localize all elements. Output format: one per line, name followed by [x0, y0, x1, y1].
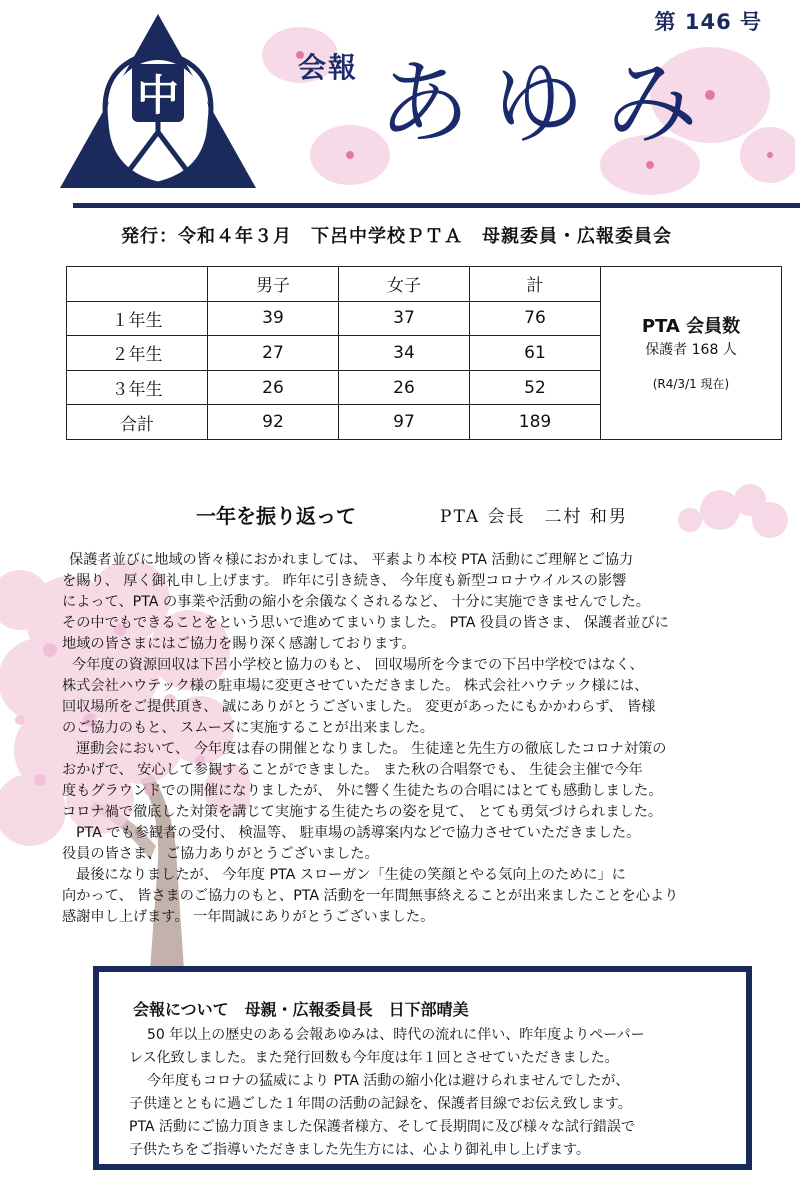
notice-line: 子供たちをご指導いただきました先生方には、心より御礼申し上げます。 — [129, 1142, 590, 1158]
row-label: ３年生 — [67, 370, 208, 405]
table-cell: 97 — [339, 405, 470, 440]
table-cell: 189 — [470, 405, 601, 440]
article-author: PTA 会長 二村 和男 — [440, 507, 628, 527]
row-label: ２年生 — [67, 336, 208, 371]
table-cell: 27 — [208, 336, 339, 371]
article-line: 運動会において、 今年度は春の開催となりました。 生徒達と先生方の徹底したコロナ対策の — [76, 741, 667, 757]
article-line: 役員の皆さま、 ご協力ありがとうございました。 — [62, 846, 379, 862]
notice-body — [129, 1024, 739, 1162]
row-label: 合計 — [67, 405, 208, 440]
school-logo — [58, 12, 258, 202]
notice-line: 子供達とともに過ごした１年間の活動の記録を、保護者目線でお伝え致します。 — [129, 1096, 632, 1112]
table-header-row — [67, 267, 782, 302]
table-cell: 61 — [470, 336, 601, 371]
column-header: 男子 — [208, 267, 339, 302]
header-rule — [73, 203, 800, 208]
guardian-count: 保護者 168 人 — [645, 342, 737, 358]
article-heading: 一年を振り返って — [196, 504, 356, 528]
notice-heading: 会報について 母親・広報委員長 日下部晴美 — [133, 1000, 469, 1019]
newsletter-notice-box — [93, 966, 752, 1170]
article-line: によって、PTA の事業や活動の縮小を余儀なくされるなど、 十分に実施できませんでした。 — [62, 594, 650, 610]
logo-character: 中 — [136, 71, 180, 120]
article-line: 回収場所をご提供頂き、 誠にありがとうございました。 変更があったにもかかわらず、 皆様 — [62, 699, 656, 715]
table-cell: 92 — [208, 405, 339, 440]
table-cell: 76 — [470, 301, 601, 336]
article-line: のご協力のもと、 スムーズに実施することが出来ました。 — [62, 720, 434, 736]
article-line: その中でもできることをという思いで進めてまいりました。 PTA 役員の皆さま、 保護者並びに — [62, 615, 669, 631]
article-body — [62, 550, 792, 928]
column-header: 女子 — [339, 267, 470, 302]
article-line: 地域の皆さまにはご協力を賜り深く感謝しております。 — [62, 636, 416, 652]
member-count-table — [66, 266, 782, 440]
table-cell: 26 — [339, 370, 470, 405]
table-cell: 52 — [470, 370, 601, 405]
table-cell: 34 — [339, 336, 470, 371]
table-cell: 26 — [208, 370, 339, 405]
pta-member-summary — [601, 267, 782, 440]
as-of-date: (R4/3/1 現在) — [652, 377, 730, 391]
article-line: 株式会社ハウテック様の駐車場に変更させていただきました。 株式会社ハウテック様には、 — [62, 678, 649, 694]
table-corner-cell — [67, 267, 208, 302]
newsletter-title: あゆみ — [378, 50, 721, 157]
notice-line: 今年度もコロナの猛威により PTA 活動の縮小化は避けられませんでしたが、 — [147, 1073, 630, 1089]
article-line: を賜り、 厚く御礼申し上げます。 昨年に引き続き、 今年度も新型コロナウイルスの影響 — [62, 573, 627, 589]
publisher-line: 発行：令和４年３月 下呂中学校ＰＴＡ 母親委員・広報委員会 — [121, 226, 672, 247]
table-cell: 39 — [208, 301, 339, 336]
issue-number: 第 146 号 — [654, 10, 762, 34]
row-label: １年生 — [67, 301, 208, 336]
article-line: おかげで、 安心して参観することができました。 また秋の合唱祭でも、 生徒会主催で今年 — [62, 762, 643, 778]
article-line: 今年度の資源回収は下呂小学校と協力のもと、 回収場所を今までの下呂中学校ではなく、 — [72, 657, 644, 673]
article-line: コロナ禍で徹底した対策を講じて実施する生徒たちの姿を見て、 とても勇気づけられました。 — [62, 804, 663, 820]
article-line: PTA でも参観者の受付、 検温等、 駐車場の誘導案内などで協力させていただきました。 — [76, 825, 641, 841]
article-line: 感謝申し上げます。 一年間誠にありがとうございました。 — [62, 909, 435, 925]
newsletter-label: 会報 — [298, 51, 359, 84]
notice-line: 50 年以上の歴史のある会報あゆみは、時代の流れに伴い、昨年度よりペーパー — [147, 1027, 645, 1043]
article-line: 最後になりましたが、 今年度 PTA スローガン「生徒の笑顔とやる気向上のために」に — [76, 867, 626, 883]
article-line: 保護者並びに地域の皆々様におかれましては、 平素より本校 PTA 活動にご理解とご協力 — [69, 552, 634, 568]
notice-line: レス化致しました。また発行回数も今年度は年１回とさせていただきました。 — [129, 1050, 619, 1066]
pta-member-title: PTA 会員数 — [641, 316, 741, 337]
column-header: 計 — [470, 267, 601, 302]
article-line: 向かって、 皆さまのご協力のもと、PTA 活動を一年間無事終えることが出来ましたことを心より — [62, 888, 679, 904]
table-cell: 37 — [339, 301, 470, 336]
notice-line: PTA 活動にご協力頂きました保護者様方、そして長期間に及び様々な試行錯誤で — [129, 1119, 635, 1135]
article-line: 度もグラウンドでの開催になりましたが、 外に響く生徒たちの合唱にはとても感動しました。 — [62, 783, 663, 799]
